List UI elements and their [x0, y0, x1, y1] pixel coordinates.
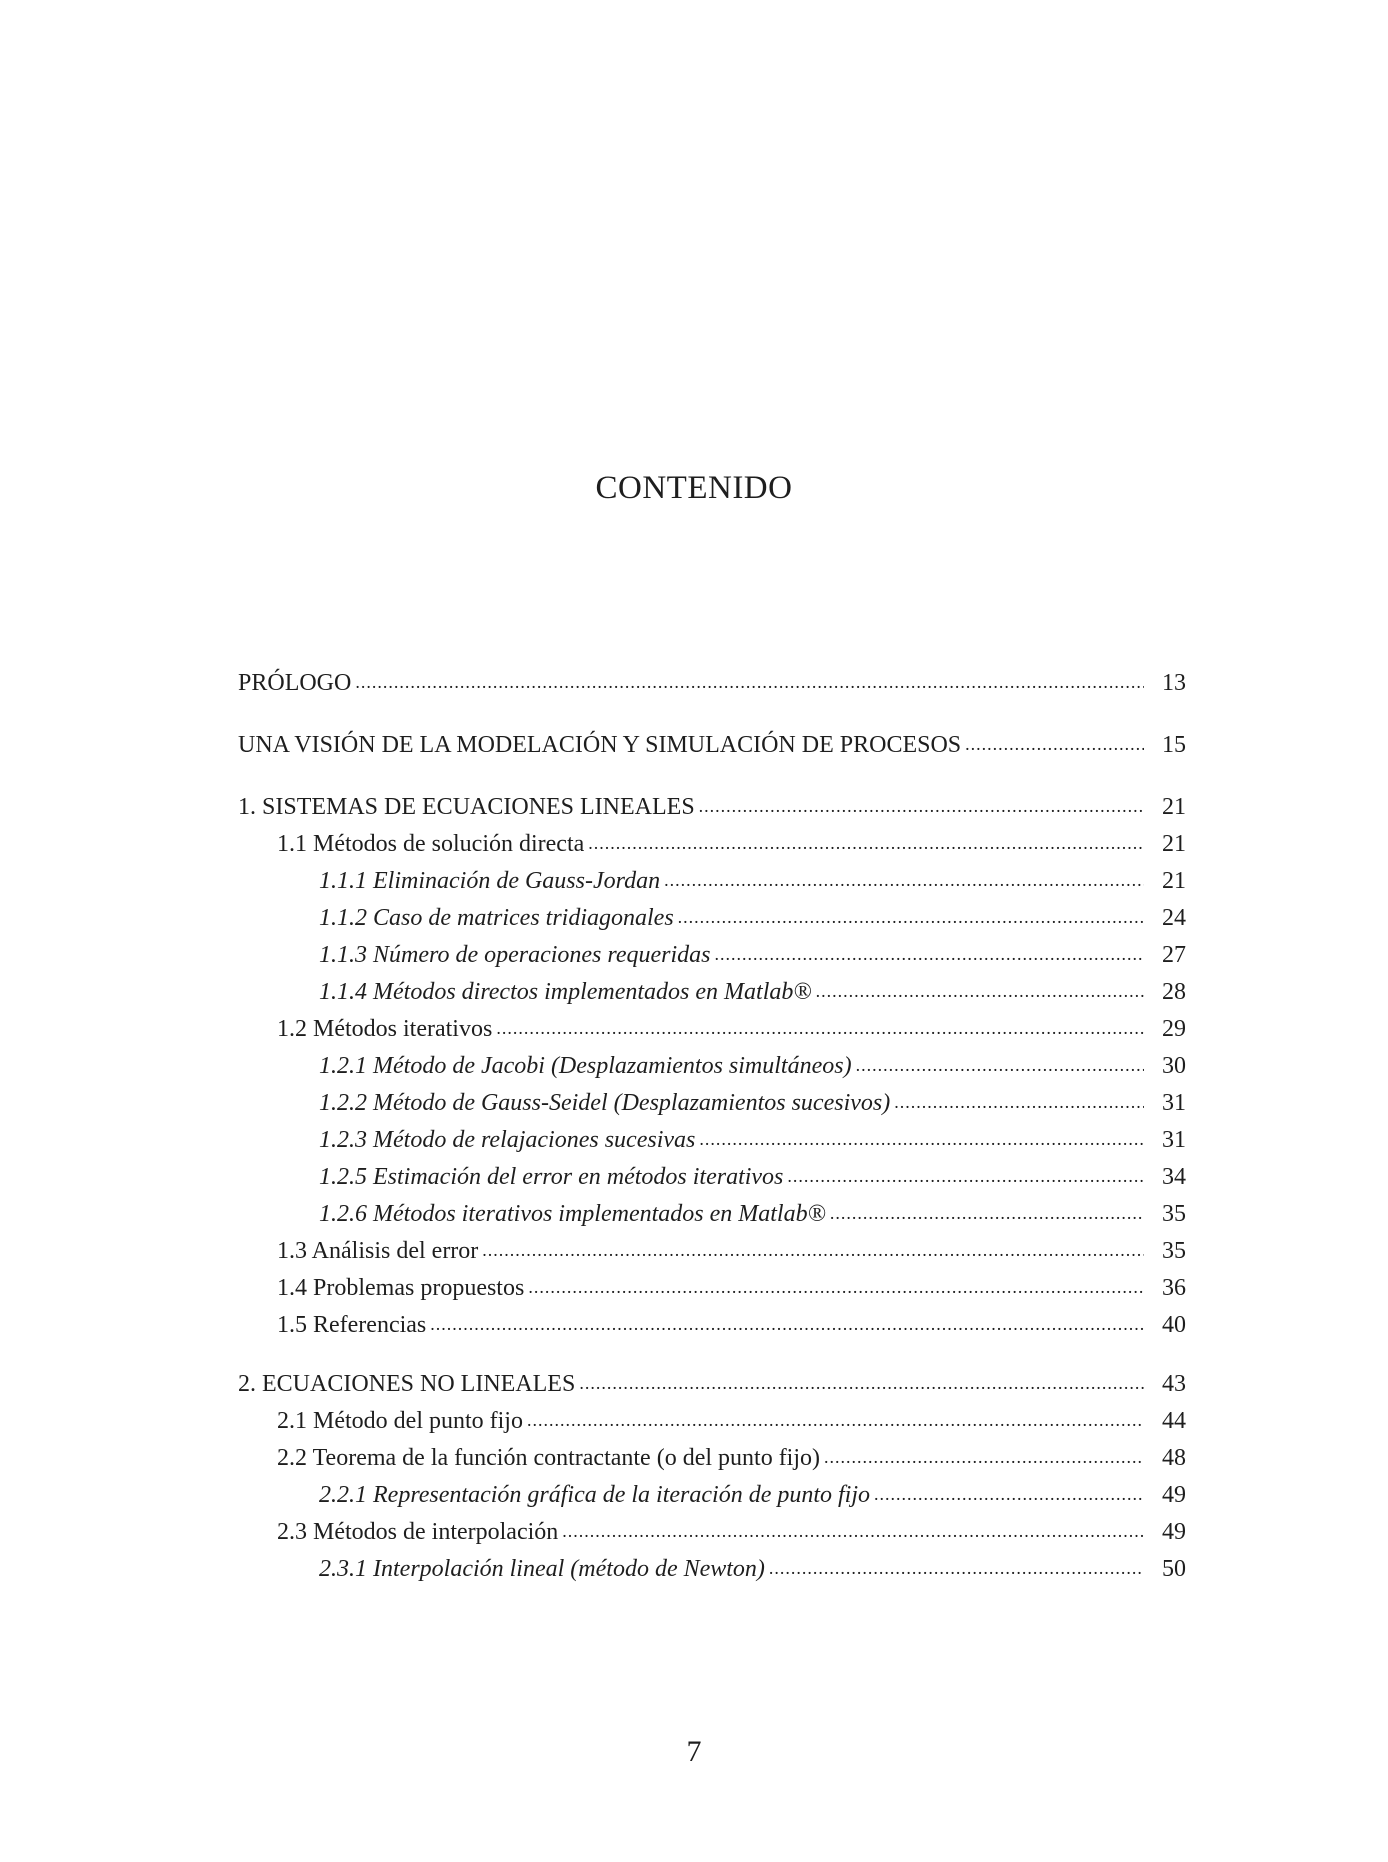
- toc-entry-page: 35: [1162, 1238, 1186, 1264]
- dot-leader: [496, 1014, 1144, 1041]
- toc-entry-label: 1.2 Métodos iterativos: [277, 1016, 493, 1042]
- toc-entry-1-1-2: [319, 905, 1186, 932]
- dot-leader: [664, 866, 1144, 893]
- dot-leader: [699, 1125, 1144, 1152]
- dot-leader: [787, 1162, 1144, 1189]
- toc-entry-label: 2.3 Métodos de interpolación: [277, 1519, 559, 1545]
- page-number: 7: [686, 1735, 702, 1768]
- toc-entry-2-3: [277, 1519, 1186, 1546]
- dot-leader: [894, 1088, 1144, 1115]
- toc-entry-1-2-2: [319, 1090, 1186, 1117]
- toc-entry-label: 1.2.6 Métodos iterativos implementados en Matlab®: [319, 1201, 826, 1227]
- toc-entry-label: 1.1.3 Número de operaciones requeridas: [319, 942, 711, 968]
- toc-entry-label: 1.2.2 Método de Gauss-Seidel (Desplazamientos sucesivos): [319, 1090, 891, 1116]
- dot-leader: [482, 1236, 1144, 1263]
- toc-entry-prologo: [238, 670, 1186, 697]
- toc-entry-label: 1.1.4 Métodos directos implementados en Matlab®: [319, 979, 812, 1005]
- toc-entry-1-2: [277, 1016, 1186, 1043]
- dot-leader: [830, 1199, 1144, 1226]
- toc-entry-1-2-5: [319, 1164, 1186, 1191]
- toc-entry-1-1-4: [319, 979, 1186, 1006]
- toc-entry-label: 2. ECUACIONES NO LINEALES: [238, 1371, 576, 1397]
- toc-entry-page: 15: [1162, 732, 1186, 758]
- dot-leader: [562, 1517, 1144, 1544]
- toc-entry-chapter-1: [238, 794, 1186, 821]
- toc-entry-page: 27: [1162, 942, 1186, 968]
- dot-leader: [355, 668, 1144, 695]
- dot-leader: [965, 730, 1144, 757]
- toc-entry-page: 49: [1162, 1482, 1186, 1508]
- toc-entry-1-2-1: [319, 1053, 1186, 1080]
- toc-entry-1-2-3: [319, 1127, 1186, 1154]
- toc-entry-label: 2.2 Teorema de la función contractante (o del punto fijo): [277, 1445, 821, 1471]
- dot-leader: [528, 1273, 1144, 1300]
- toc-entry-label: 1.2.1 Método de Jacobi (Desplazamientos simultáneos): [319, 1053, 852, 1079]
- toc-entry-page: 44: [1162, 1408, 1186, 1434]
- dot-leader: [874, 1480, 1144, 1507]
- toc-entry-label: 1.1 Métodos de solución directa: [277, 831, 585, 857]
- toc-entry-label: 2.2.1 Representación gráfica de la iteración de punto fijo: [319, 1482, 871, 1508]
- dot-leader: [856, 1051, 1144, 1078]
- toc-entry-label: 1.1.1 Eliminación de Gauss-Jordan: [319, 868, 661, 894]
- toc-entry-page: 21: [1162, 831, 1186, 857]
- dot-leader: [527, 1406, 1144, 1433]
- toc-entry-label: 2.3.1 Interpolación lineal (método de Newton): [319, 1556, 765, 1582]
- toc-entry-page: 28: [1162, 979, 1186, 1005]
- toc-entry-1-2-6: [319, 1201, 1186, 1228]
- toc-entry-page: 24: [1162, 905, 1186, 931]
- dot-leader: [579, 1369, 1144, 1396]
- toc-entry-label: 1.5 Referencias: [277, 1312, 427, 1338]
- dot-leader: [769, 1554, 1144, 1581]
- dot-leader: [816, 977, 1144, 1004]
- toc-entry-page: 35: [1162, 1201, 1186, 1227]
- toc-entry-label: 1. SISTEMAS DE ECUACIONES LINEALES: [238, 794, 695, 820]
- toc-entry-label: UNA VISIÓN DE LA MODELACIÓN Y SIMULACIÓN DE PROCESOS: [238, 732, 962, 758]
- dot-leader: [588, 829, 1144, 856]
- toc-entry-2-2: [277, 1445, 1186, 1472]
- toc-entry-1-1: [277, 831, 1186, 858]
- toc-entry-label: 1.1.2 Caso de matrices tridiagonales: [319, 905, 674, 931]
- toc-entry-page: 31: [1162, 1127, 1186, 1153]
- toc-entry-1-5: [277, 1312, 1186, 1339]
- dot-leader: [824, 1443, 1144, 1470]
- toc-entry-page: 34: [1162, 1164, 1186, 1190]
- toc-entry-page: 21: [1162, 868, 1186, 894]
- toc-entry-1-1-1: [319, 868, 1186, 895]
- dot-leader: [430, 1310, 1144, 1337]
- toc-entry-1-1-3: [319, 942, 1186, 969]
- toc-entry-1-3: [277, 1238, 1186, 1265]
- toc-entry-2-2-1: [319, 1482, 1186, 1509]
- dot-leader: [678, 903, 1144, 930]
- toc-entry-1-4: [277, 1275, 1186, 1302]
- toc-entry-page: 31: [1162, 1090, 1186, 1116]
- toc-entry-page: 29: [1162, 1016, 1186, 1042]
- toc-entry-chapter-2: [238, 1371, 1186, 1398]
- toc-entry-label: 1.3 Análisis del error: [277, 1238, 479, 1264]
- toc-entry-vision: [238, 732, 1186, 759]
- toc-entry-page: 48: [1162, 1445, 1186, 1471]
- toc-entry-page: 36: [1162, 1275, 1186, 1301]
- toc-entry-label: PRÓLOGO: [238, 670, 352, 696]
- toc-entry-label: 1.2.5 Estimación del error en métodos iterativos: [319, 1164, 784, 1190]
- toc-entry-page: 50: [1162, 1556, 1186, 1582]
- toc-entry-page: 13: [1162, 670, 1186, 696]
- dot-leader: [715, 940, 1145, 967]
- toc-entry-2-3-1: [319, 1556, 1186, 1583]
- toc-entry-label: 1.2.3 Método de relajaciones sucesivas: [319, 1127, 696, 1153]
- toc-entry-label: 2.1 Método del punto fijo: [277, 1408, 523, 1434]
- dot-leader: [699, 792, 1144, 819]
- toc-entry-page: 49: [1162, 1519, 1186, 1545]
- toc-entry-2-1: [277, 1408, 1186, 1435]
- toc-entry-label: 1.4 Problemas propuestos: [277, 1275, 525, 1301]
- toc-entry-page: 21: [1162, 794, 1186, 820]
- toc-entry-page: 30: [1162, 1053, 1186, 1079]
- toc-entry-page: 40: [1162, 1312, 1186, 1338]
- toc-entry-page: 43: [1162, 1371, 1186, 1397]
- page-title: CONTENIDO: [595, 470, 793, 506]
